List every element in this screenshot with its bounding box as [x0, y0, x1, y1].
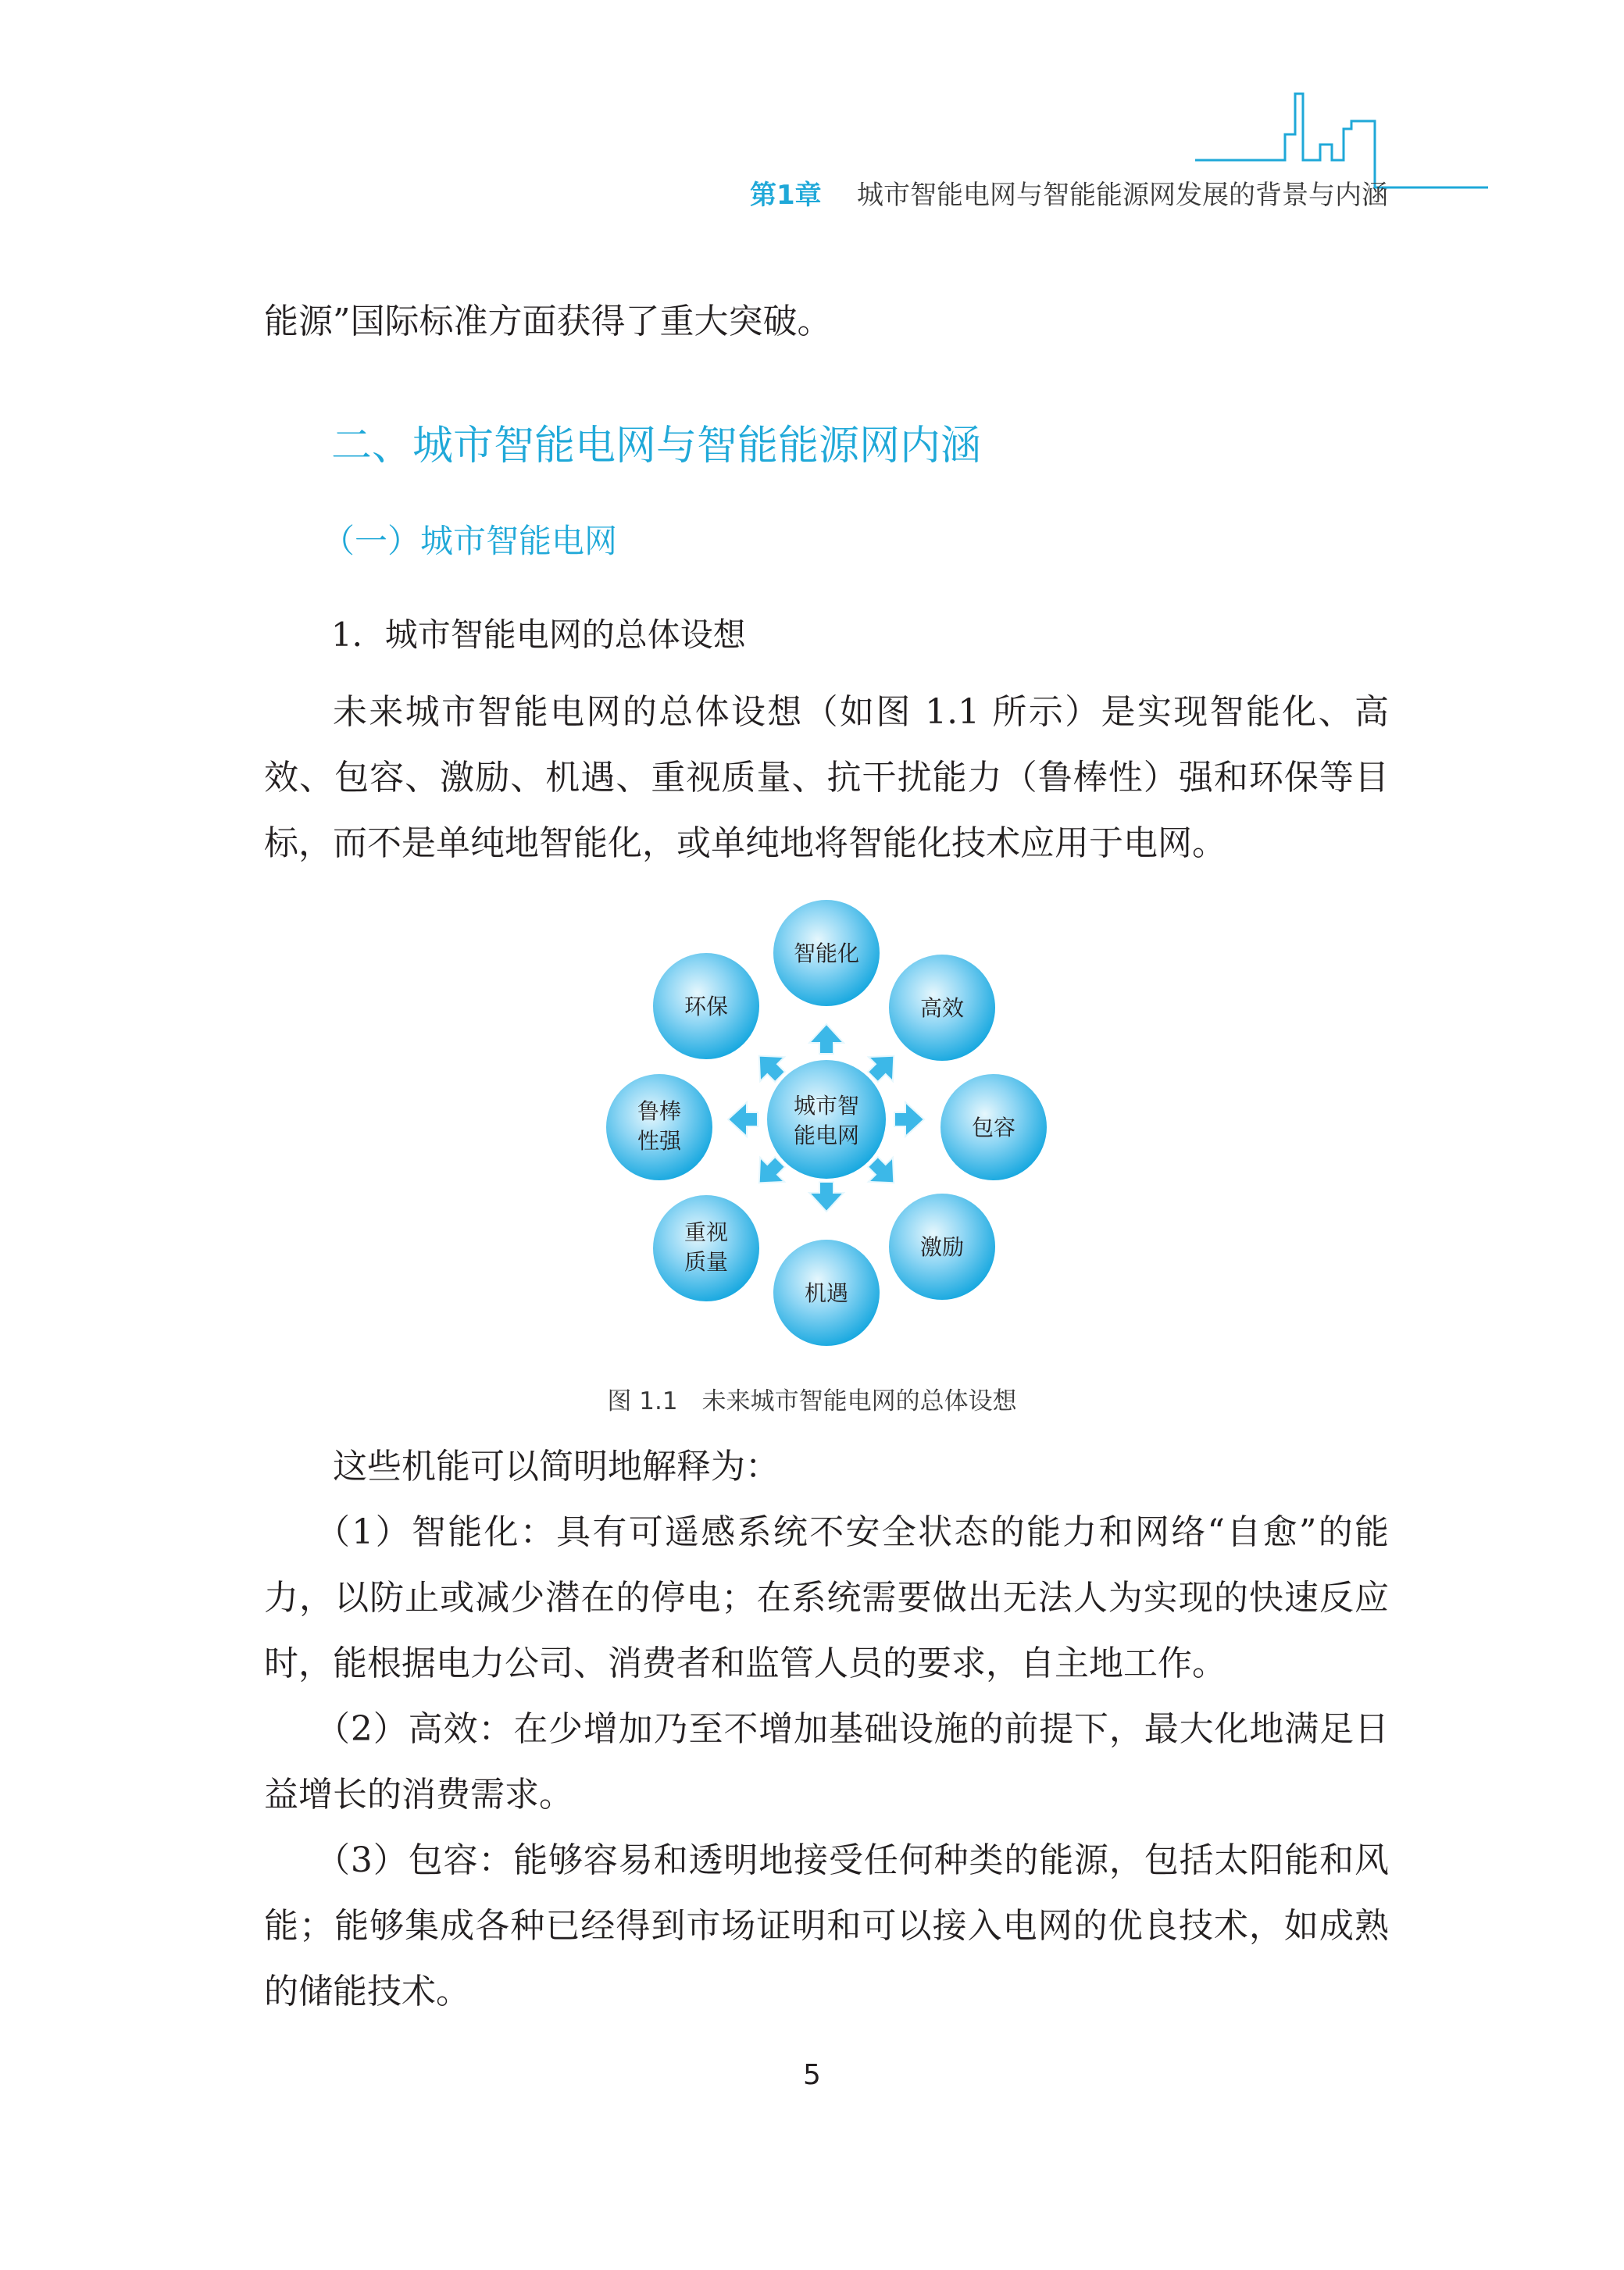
list-item-3: （3）包容：能够容易和透明地接受任何种类的能源，包括太阳能和风能；能够集成各种已经得到市场证明和可以接入电网的优良技术，如成熟的储能技术。 — [264, 1840, 1389, 2011]
node-label-lubang-line2: 性强 — [637, 1128, 682, 1154]
circle-center — [766, 1058, 887, 1180]
page-number: 5 — [803, 2059, 821, 2091]
list-item-1: （1）智能化：具有可遥感系统不安全状态的能力和网络“自愈”的能力，以防止或减少潜在的停电；在系统需要做出无法人为实现的快速反应时，能根据电力公司、消费者和监管人员的要求，自主地工作。 — [264, 1512, 1389, 1683]
node-label-lubang-line1: 鲁棒 — [637, 1098, 682, 1124]
item-heading: 1．城市智能电网的总体设想 — [331, 616, 746, 654]
subsection-heading: （一）城市智能电网 — [322, 522, 618, 560]
figure-caption: 图 1.1 未来城市智能电网的总体设想 — [607, 1387, 1017, 1415]
node-label-jili: 激励 — [919, 1234, 965, 1260]
section-heading: 二、城市智能电网与智能能源网内涵 — [331, 423, 982, 469]
center-label-line2: 能电网 — [793, 1123, 860, 1148]
arrow-right — [894, 1102, 924, 1137]
node-label-baorong: 包容 — [971, 1115, 1016, 1140]
chapter-number: 第1章 — [750, 180, 822, 211]
node-label-jiyu: 机遇 — [804, 1280, 849, 1306]
node-label-zhongshi-line2: 质量 — [684, 1249, 729, 1275]
smart-grid-diagram — [578, 898, 1062, 1375]
node-label-zhongshi-line1: 重视 — [684, 1219, 729, 1245]
circle-zhongshi — [651, 1194, 761, 1303]
list-item-2: （2）高效：在少增加乃至不增加基础设施的前提下，最大化地满足日益增长的消费需求。 — [264, 1709, 1389, 1815]
node-label-gaoxiao: 高效 — [919, 995, 965, 1021]
intro-paragraph: 未来城市智能电网的总体设想（如图 1.1 所示）是实现智能化、高效、包容、激励、机遇、重视质量、抗干扰能力（鲁棒性）强和环保等目标，而不是单纯地智能化，或单纯地将智能化技术应用于电网。 — [264, 692, 1389, 863]
node-label-zhinenghua: 智能化 — [793, 940, 860, 966]
circle-lubang — [605, 1073, 714, 1182]
continuation-paragraph: 能源”国际标准方面获得了重大突破。 — [264, 302, 832, 341]
arrow-down — [809, 1182, 844, 1212]
arrow-left — [728, 1102, 758, 1137]
center-label-line1: 城市智 — [793, 1093, 860, 1119]
explain-lead: 这些机能可以简明地解释为： — [333, 1447, 780, 1487]
arrow-up — [809, 1024, 844, 1054]
node-label-huanbao: 环保 — [684, 994, 729, 1019]
chapter-title: 城市智能电网与智能能源网发展的背景与内涵 — [857, 180, 1388, 211]
